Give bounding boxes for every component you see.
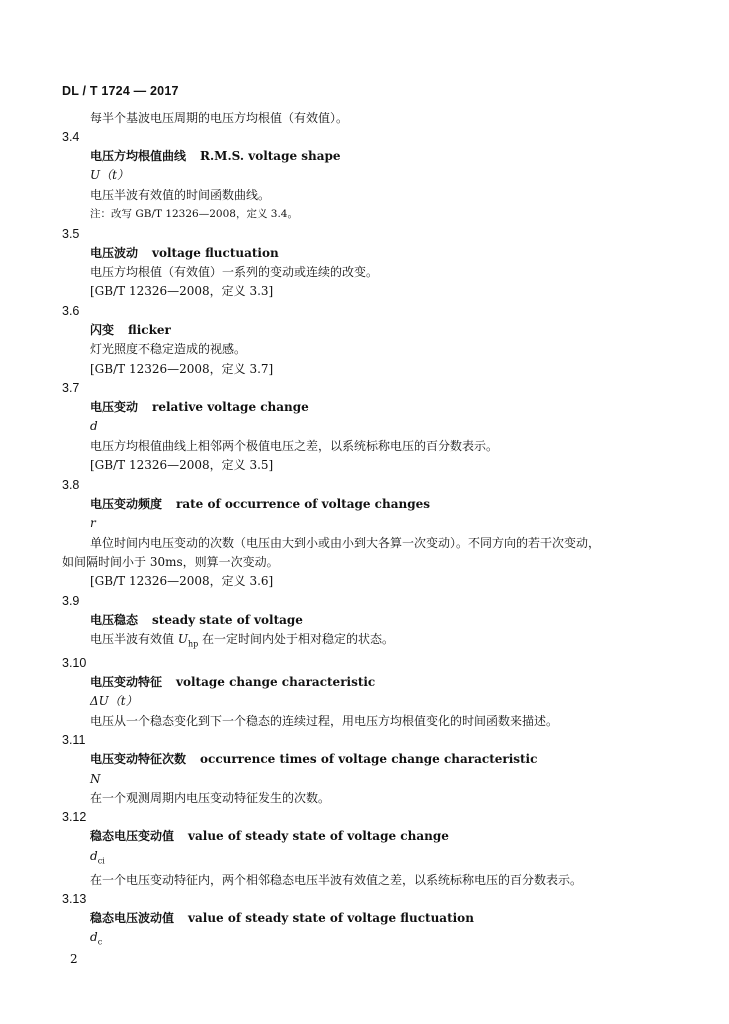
term-definition: 灯光照度不稳定造成的视感。 <box>90 342 247 357</box>
term-symbol: r <box>90 516 96 531</box>
term-title <box>90 398 662 417</box>
term-title-zh: 电压变动特征次数 <box>90 752 187 767</box>
term-title-zh: 电压方均根值曲线 <box>90 149 187 163</box>
term-title-en: R.M.S. voltage shape <box>200 149 341 163</box>
term-title-en: voltage fluctuation <box>152 245 279 260</box>
clause-number: 3.9 <box>62 593 80 608</box>
term-title-zh: 稳态电压变动值 <box>90 829 175 844</box>
term-definition: 电压方均根值曲线上相邻两个极值电压之差，以系统标称电压的百分数表示。 <box>90 438 499 453</box>
term-title <box>90 673 662 692</box>
term-title-en: steady state of voltage <box>152 612 303 627</box>
term-title <box>90 147 662 166</box>
term-symbol: N <box>90 771 101 786</box>
clause-3-4 <box>62 128 662 225</box>
term-definition: 电压方均根值（有效值）一系列的变动或连续的改变。 <box>90 265 379 280</box>
symbol-subscript: ci <box>97 856 105 866</box>
term-source: [GB/T 12326—2008，定义 3.5] <box>90 458 274 473</box>
term-title-zh: 电压变动 <box>90 400 139 415</box>
term-definition: 电压从一个稳态变化到下一个稳态的连续过程，用电压方均根值变化的时间函数来描述。 <box>90 713 559 728</box>
term-source: [GB/T 12326—2008，定义 3.7] <box>90 361 274 376</box>
term-title-en: flicker <box>128 322 171 337</box>
clause-number: 3.8 <box>62 477 80 492</box>
term-symbol <box>90 847 662 871</box>
clause-number: 3.7 <box>62 381 80 396</box>
clause-number: 3.4 <box>62 130 80 144</box>
term-title <box>90 611 662 630</box>
term-title-zh: 闪变 <box>90 322 115 337</box>
term-source: [GB/T 12326—2008，定义 3.6] <box>90 574 274 589</box>
term-title-zh: 电压波动 <box>90 245 139 260</box>
term-definition: 在一个电压变动特征内，两个相邻稳态电压半波有效值之差，以系统标称电压的百分数表示。 <box>90 872 583 887</box>
term-definition-line-2: 如间隔时间小于 30ms，则算一次变动。 <box>62 554 279 569</box>
term-title-zh: 电压变动特征 <box>90 674 163 689</box>
term-definition: 在一个观测周期内电压变动特征发生的次数。 <box>90 790 331 805</box>
term-definition: 电压半波有效值的时间函数曲线。 <box>90 187 271 202</box>
clause-number: 3.12 <box>62 810 87 825</box>
clause-3-8 <box>62 476 662 592</box>
term-title <box>90 750 662 769</box>
term-title-en: value of steady state of voltage change <box>188 829 449 844</box>
term-symbol <box>90 928 662 952</box>
definition-symbol-subscript: hp <box>187 639 199 649</box>
term-title-en: occurrence times of voltage change characteristic <box>200 752 538 767</box>
term-title-zh: 电压稳态 <box>90 612 139 627</box>
clause-3-5 <box>62 225 662 302</box>
definition-text-after: 在一定时间内处于相对稳定的状态。 <box>198 632 395 647</box>
term-definition-line-1: 单位时间内电压变动的次数（电压由大到小或由小到大各算一次变动）。不同方向的若干次变动， <box>90 535 601 550</box>
term-note: 注：改写 GB/T 12326—2008，定义 3.4。 <box>90 208 298 221</box>
clause-3-9 <box>62 592 662 654</box>
clause-number: 3.11 <box>62 733 86 748</box>
clause-3-13 <box>62 890 662 952</box>
definition-text-before: 电压半波有效值 <box>90 632 178 647</box>
term-title <box>90 827 662 846</box>
clause-3-12 <box>62 808 662 890</box>
term-title-en: value of steady state of voltage fluctuation <box>188 910 474 925</box>
clause-3-7 <box>62 379 662 476</box>
clause-3-6 <box>62 302 662 379</box>
term-title <box>90 495 662 514</box>
clause-3-11 <box>62 731 662 808</box>
term-title-zh: 稳态电压波动值 <box>90 910 175 925</box>
clause-number: 3.13 <box>62 891 87 906</box>
clause-3-10 <box>62 654 662 731</box>
document-code-header: DL / T 1724 — 2017 <box>62 84 179 98</box>
clause-number: 3.10 <box>62 655 87 670</box>
definition-symbol: U <box>177 632 188 647</box>
clause-number: 3.6 <box>62 303 80 318</box>
symbol-base: d <box>90 930 98 945</box>
intro-continuation-line: 每半个基波电压周期的电压方均根值（有效值）。 <box>90 111 349 125</box>
term-title <box>90 244 662 263</box>
term-title-en: voltage change characteristic <box>176 674 376 689</box>
term-definition <box>90 630 662 654</box>
term-title <box>90 909 662 928</box>
symbol-subscript: c <box>97 937 103 947</box>
term-title-zh: 电压变动频度 <box>90 496 163 511</box>
document-body <box>62 108 662 952</box>
term-title-en: relative voltage change <box>152 400 309 415</box>
term-symbol: d <box>90 419 98 434</box>
term-symbol: ΔU（t） <box>90 694 138 709</box>
term-title-en: rate of occurrence of voltage changes <box>176 496 430 511</box>
page-number: 2 <box>70 952 78 966</box>
symbol-base: d <box>90 848 98 863</box>
term-symbol: U（t） <box>90 168 129 183</box>
term-title <box>90 321 662 340</box>
clause-number: 3.5 <box>62 226 80 241</box>
term-source: [GB/T 12326—2008，定义 3.3] <box>90 284 274 299</box>
